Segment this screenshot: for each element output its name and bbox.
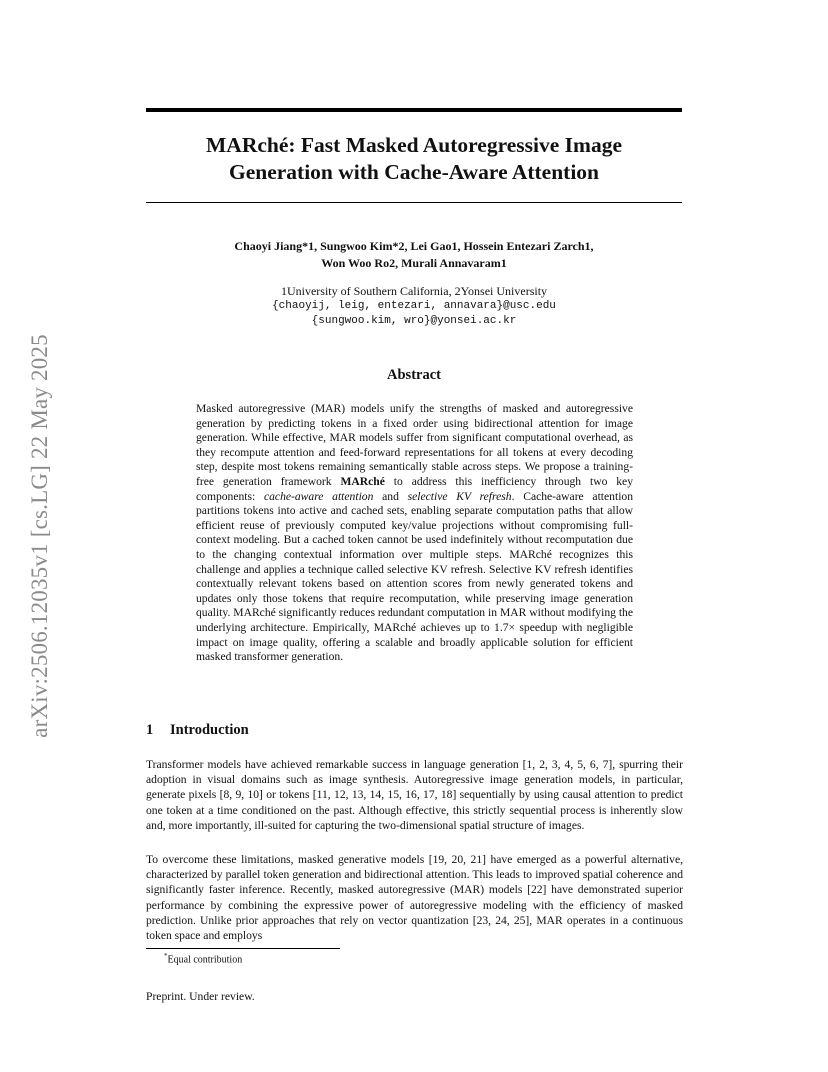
authors-line-2: Won Woo Ro2, Murali Annavaram1 (321, 256, 507, 270)
preprint-note: Preprint. Under review. (146, 990, 255, 1003)
footnote-rule (146, 948, 340, 949)
footnote-text: Equal contribution (167, 954, 243, 966)
affiliations (146, 284, 682, 329)
footnote-mark: * (164, 952, 168, 960)
abstract-part-1: Masked autoregressive (MAR) models unify the strengths of masked and autoregressive generation by predicting tokens in a fixed order using bidirectional attention for image generation. While effective, MAR models suffer from significant computational overhead, as they recompute attention and feed-forward representations for all tokens at every decoding step, despite most tokens remaining semantically stable across steps. We propose a training-free generation framework (196, 402, 633, 488)
section-title: Introduction (170, 722, 249, 738)
abstract-part-3: . Cache-aware attention partitions tokens into active and cached sets, enabling separate computation paths that allow efficient reuse of previously computed key/value projections without compromising full-context modeling. But a cached token cannot be used indefinitely without recomputation due to the changing contextual information over multiple steps. MARché recognizes this challenge and applies a technique called selective KV refresh. Selective KV refresh identifies contextually relevant tokens based on attention scores from newly generated tokens and updates only those tokens that require recomputation, while preserving image generation quality. MARché significantly reduces redundant computation in MAR without modifying the underlying architecture. Empirically, MARché achieves up to 1.7× speedup with negligible impact on image quality, offering a scalable and broadly applicable solution for efficient masked transformer generation. (196, 489, 634, 664)
authors-line-1: Chaoyi Jiang*1, Sungwoo Kim*2, Lei Gao1, Hossein Entezari Zarch1, (234, 239, 594, 253)
abstract-body (196, 402, 633, 665)
email-yonsei: {sungwoo.kim, wro}@yonsei.ac.kr (311, 315, 517, 327)
abstract-part-2: to address this inefficiency through two key components: (196, 474, 633, 503)
author-list (146, 238, 682, 272)
footnote (164, 952, 242, 965)
intro-paragraph-2: To overcome these limitations, masked generative models [19, 20, 21] have emerged as a powerful alternative, characterized by parallel token generation and bidirectional attention. This leads to improved spatial coherence and significantly faster inference. Recently, masked autoregressive (MAR) models [22] have demonstrated superior performance by combining the expressive power of autoregressive modeling with the efficiency of masked prediction. Unlike prior approaches that rely on vector quantization [23, 24, 25], MAR operates in a continuous token space and employs (146, 853, 683, 943)
email-usc: {chaoyij, leig, entezari, annavara}@usc.edu (272, 300, 556, 312)
affiliation-line: 1University of Southern California, 2Yonsei University (280, 284, 548, 298)
abstract-heading: Abstract (387, 367, 441, 383)
term-cache-aware: cache-aware attention (263, 489, 374, 503)
title-bottom-rule (146, 202, 682, 203)
intro-paragraph-1: Transformer models have achieved remarkable success in language generation [1, 2, 3, 4, 5, 6, 7], spurring their adoption in visual domains such as image synthesis. Autoregressive image generation models, in particular, generate pixels [8, 9, 10] or tokens [11, 12, 13, 14, 15, 16, 17, 18] sequentially by using causal attention to predict one token at a time conditioned on the past. Although effective, this strictly sequential process is inherently slow and, more importantly, ill-suited for capturing the two-dimensional spatial structure of images. (146, 758, 683, 832)
arxiv-identifier: arXiv:2506.12035v1 [cs.LG] 22 May 2025 (27, 334, 52, 738)
abstract-and: and (382, 489, 399, 503)
title-top-rule (146, 108, 682, 112)
section-heading-introduction (146, 722, 249, 739)
title-line-1: MARché: Fast Masked Autoregressive Image (206, 133, 622, 157)
section-number: 1 (146, 722, 154, 738)
framework-name: MARché (340, 474, 385, 488)
term-selective-kv: selective KV refresh (407, 489, 512, 503)
title-line-2: Generation with Cache-Aware Attention (228, 160, 600, 184)
paper-title (146, 132, 682, 186)
